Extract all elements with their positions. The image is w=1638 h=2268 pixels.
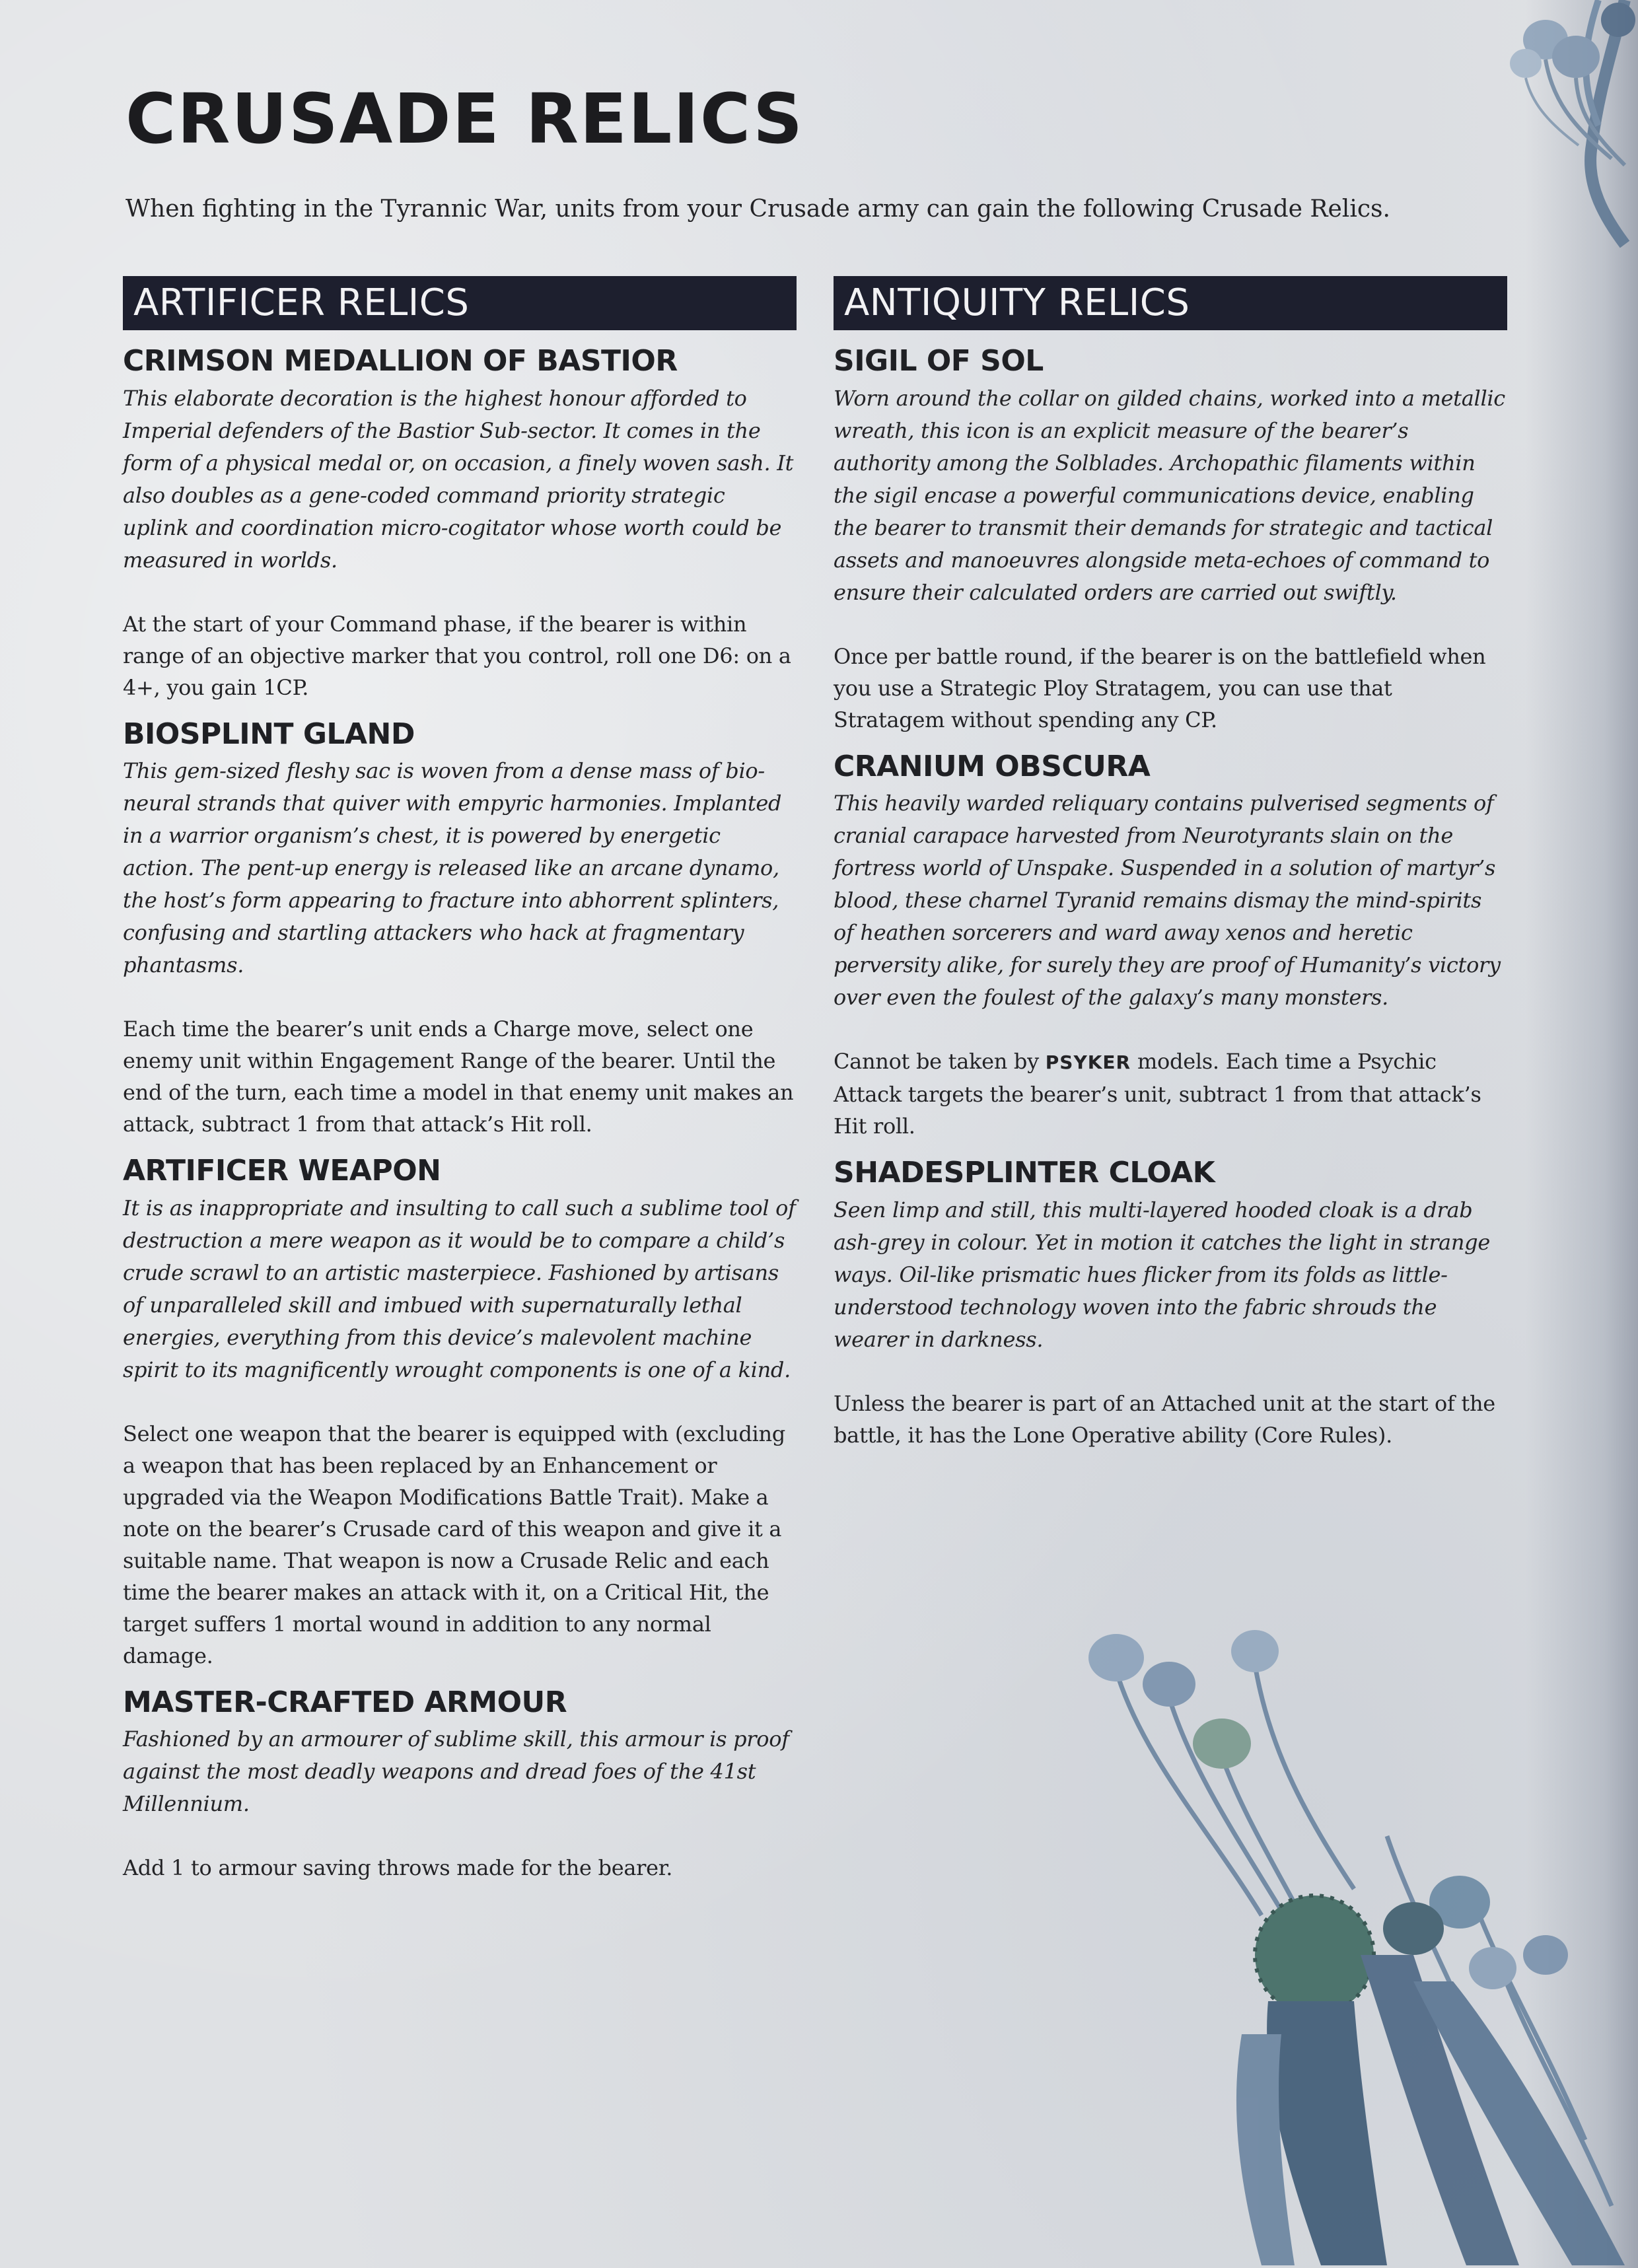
relic-flavor-text: This heavily warded reliquary contains pulverised segments of cranial carapace harvested from Neurotyrants slain on the fortress world of Unspake. Suspended in a solution of martyr’s blood, these charnel Tyranid remains dismay the mind-spirits of heathen sorcerers and ward away xenos and heretic perversity alike, for surely they are proof of Humanity’s victory over even the foulest of the galaxy’s many monsters. (834, 791, 1501, 1010)
relic-name: BIOSPLINT GLAND (123, 717, 415, 751)
relic-name: MASTER-CRAFTED ARMOUR (123, 1685, 567, 1719)
relic-flavor-text: Seen limp and still, this multi-layered hooded cloak is a drab ash-grey in colour. Yet in motion it catches the light in strange ways. Oil-like prismatic hues flicker from its folds as little-understood technology woven into the fabric shrouds the wearer in darkness. (834, 1197, 1490, 1352)
relic-rule-text: Once per battle round, if the bearer is on the battlefield when you use a Strategic Ploy Stratagem, you can use that Stratagem without spending any CP. (834, 643, 1486, 732)
relic-rule-text: At the start of your Command phase, if the bearer is within range of an objective marker that you control, roll one D6: on a 4+, you gain 1CP. (123, 611, 791, 700)
relic-name: SHADESPLINTER CLOAK (834, 1156, 1215, 1190)
psyker-keyword: PSYKER (1045, 1051, 1131, 1074)
relic-rule-text: Add 1 to armour saving throws made for the bearer. (123, 1855, 673, 1881)
relic-artificer-weapon (123, 1154, 797, 1672)
relic-name: CRANIUM OBSCURA (834, 749, 1151, 783)
relic-name: ARTIFICER WEAPON (123, 1154, 441, 1188)
spore-swarm-icon (1044, 1612, 1638, 2268)
relic-sigil-of-sol (834, 345, 1507, 736)
relic-cranium-obscura (834, 750, 1507, 1143)
relic-master-crafted-armour (123, 1686, 797, 1884)
relic-rule-text: Each time the bearer’s unit ends a Charge move, select one enemy unit within Engagement Range of the bearer. Until the end of the turn, each time a model in that enemy unit makes an attack, subtract 1 from that attack’s Hit roll. (123, 1016, 794, 1137)
artificer-relics-column (123, 276, 797, 1884)
artificer-relics-heading: ARTIFICER RELICS (123, 276, 797, 330)
relic-rule-text: Unless the bearer is part of an Attached unit at the start of the battle, it has the Lone Operative ability (Core Rules). (834, 1390, 1495, 1448)
relic-name: SIGIL OF SOL (834, 344, 1044, 378)
relic-biosplint-gland (123, 718, 797, 1141)
relic-flavor-text: It is as inappropriate and insulting to call such a sublime tool of destruction a mere weapon as it would be to compare a child’s crude scrawl to an artistic masterpiece. Fashioned by artisans of unparalleled skill and imbued with supernaturally lethal energies, everything from this device’s malevolent machine spirit to its magnificently wrought components is one of a kind. (123, 1195, 796, 1382)
rule-text-after: models. Each time a Psychic Attack targets the bearer’s unit, subtract 1 from that attack’s Hit roll. (834, 1049, 1481, 1139)
relic-name: CRIMSON MEDALLION OF BASTIOR (123, 344, 678, 378)
relic-flavor-text: Worn around the collar on gilded chains, worked into a metallic wreath, this icon is an explicit measure of the bearer’s authority among the Solblades. Archopathic filaments within the sigil encase a powerful communications device, enabling the bearer to transmit their demands for strategic and tactical assets and manoeuvres alongside meta-echoes of command to ensure their calculated orders are carried out swiftly. (834, 385, 1505, 605)
relic-flavor-text: This elaborate decoration is the highest honour afforded to Imperial defenders of the Bastior Sub-sector. It comes in the form of a physical medal or, on occasion, a finely woven sash. It also doubles as a gene-coded command priority strategic uplink and coordination micro-cogitator whose worth could be measured in worlds. (123, 385, 794, 573)
spore-cluster-icon (1427, 0, 1638, 251)
page-intro: When fighting in the Tyrannic War, units from your Crusade army can gain the following Crusade Relics. (125, 195, 1390, 223)
relic-rule-text: Select one weapon that the bearer is equipped with (excluding a weapon that has been replaced by an Enhancement or upgraded via the Weapon Modifications Battle Trait). Make a note on the bearer’s Crusade card of this weapon and give it a suitable name. That weapon is now a Crusade Relic and each time the bearer makes an attack with it, on a Critical Hit, the target suffers 1 mortal wound in addition to any normal damage. (123, 1421, 785, 1668)
antiquity-relics-heading: ANTIQUITY RELICS (834, 276, 1507, 330)
relic-crimson-medallion (123, 345, 797, 703)
page-title: CRUSADE RELICS (125, 79, 804, 159)
relic-flavor-text: Fashioned by an armourer of sublime skill, this armour is proof against the most deadly weapons and dread foes of the 41st Millennium. (123, 1726, 789, 1817)
relic-rule-text (834, 1045, 1507, 1142)
relic-flavor-text: This gem-sized fleshy sac is woven from a dense mass of bio-neural strands that quiver with empyric harmonies. Implanted in a warrior organism’s chest, it is powered by energetic action. The pent-up energy is released like an arcane dynamo, the host’s form appearing to fracture into abhorrent splinters, confusing and startling attackers who hack at fragmentary phantasms. (123, 758, 782, 978)
relic-shadesplinter-cloak (834, 1156, 1507, 1451)
antiquity-relics-column (834, 276, 1507, 1451)
rule-text-before: Cannot be taken by (834, 1049, 1046, 1075)
